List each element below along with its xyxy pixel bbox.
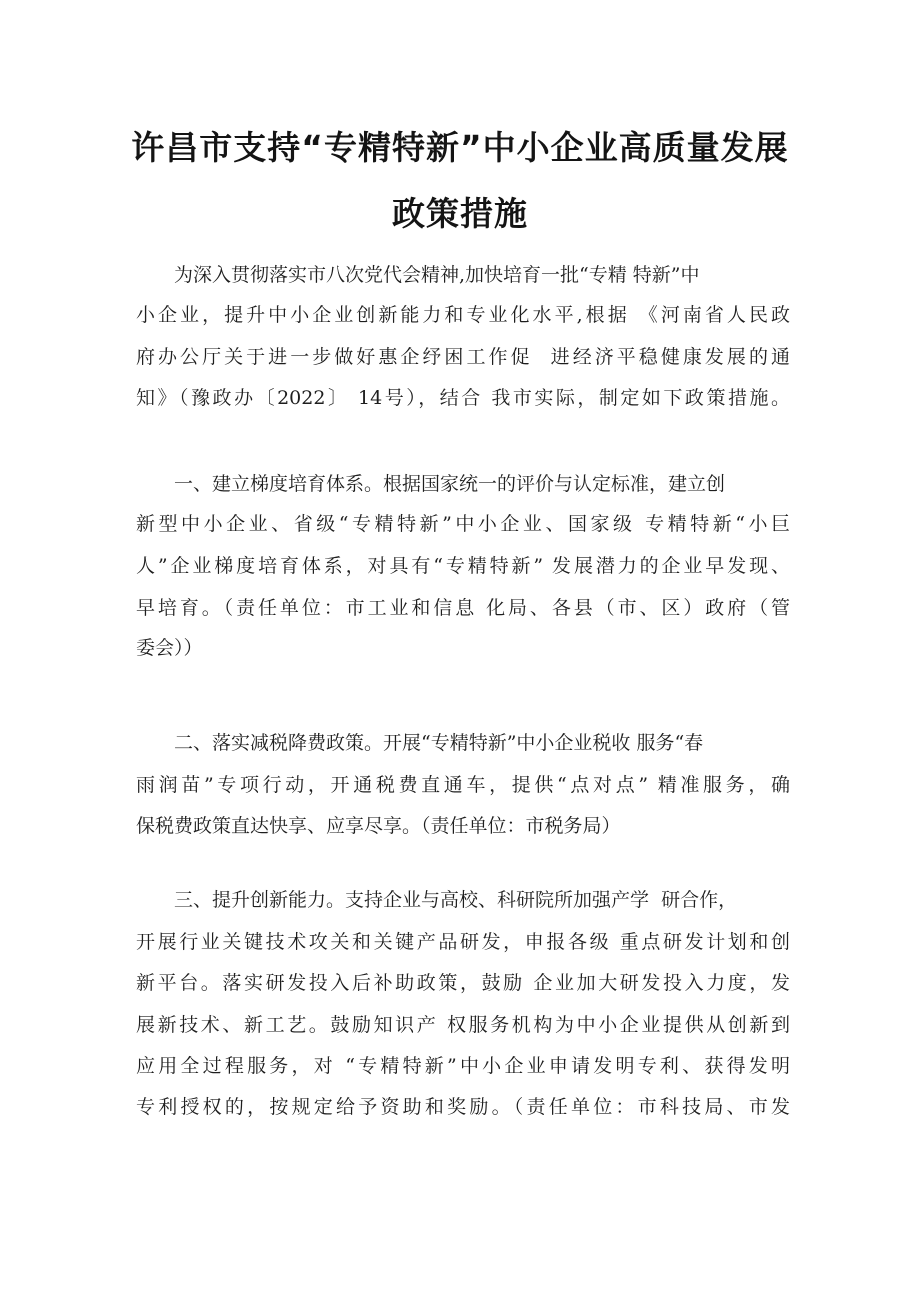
paragraph-line: 为深入贯彻落实市八次党代会精神,加快培育一批“专精 特新”中 bbox=[174, 264, 700, 286]
paragraph-line: 新平台。落实研发投入后补助政策，鼓励 企业加大研发投入力度，发 bbox=[136, 972, 790, 994]
paragraph-line: 三、提升创新能力。支持企业与高校、科研院所加强产学 研合作， bbox=[174, 889, 738, 911]
paragraph-line: 二、落实减税降费政策。开展“专精特新”中小企业税收 服务“春 bbox=[174, 732, 704, 754]
paragraph-line: 展新技术、新工艺。鼓励知识产 权服务机构为中小企业提供从创新到 bbox=[136, 1014, 790, 1036]
document-title-line-2: 政策措施 bbox=[392, 194, 528, 233]
paragraph-line: 人”企业梯度培育体系，对具有“专精特新” 发展潜力的企业早发现、 bbox=[136, 555, 790, 577]
paragraph-line: 早培育。（责任单位：市工业和信息 化局、各县（市、区）政府（管 bbox=[136, 597, 790, 619]
paragraph-line: 应用全过程服务，对 “专精特新”中小企业申请发明专利、获得发明 bbox=[136, 1055, 790, 1077]
paragraph-line: 委会）） bbox=[136, 637, 203, 659]
paragraph-line: 府办公厅关于进一步做好惠企纾困工作促 进经济平稳健康发展的通 bbox=[136, 346, 790, 368]
document-title-line-1: 许昌市支持“专精特新”中小企业高质量发展 bbox=[131, 128, 789, 167]
paragraph-line: 保税费政策直达快享、应享尽享。（责任单位：市税务局） bbox=[136, 815, 621, 837]
paragraph-line: 开展行业关键技术攻关和关键产品研发，申报各级 重点研发计划和创 bbox=[136, 931, 790, 953]
paragraph-line: 小企业，提升中小企业创新能力和专业化水平,根据 《河南省人民政 bbox=[136, 304, 790, 326]
paragraph-line: 新型中小企业、省级“专精特新”中小企业、国家级 专精特新“小巨 bbox=[136, 513, 790, 535]
paragraph-line: 专利授权的，按规定给予资助和奖励。（责任单位：市科技局、市发 bbox=[136, 1096, 790, 1118]
paragraph-line: 一、建立梯度培育体系。根据国家统一的评价与认定标准，建立创 bbox=[174, 473, 726, 495]
paragraph-line: 雨润苗”专项行动，开通税费直通车，提供“点对点” 精准服务，确 bbox=[136, 774, 790, 796]
paragraph-line: 知》（豫政办〔2022〕 14号），结合 我市实际，制定如下政策措施。 bbox=[136, 387, 790, 409]
